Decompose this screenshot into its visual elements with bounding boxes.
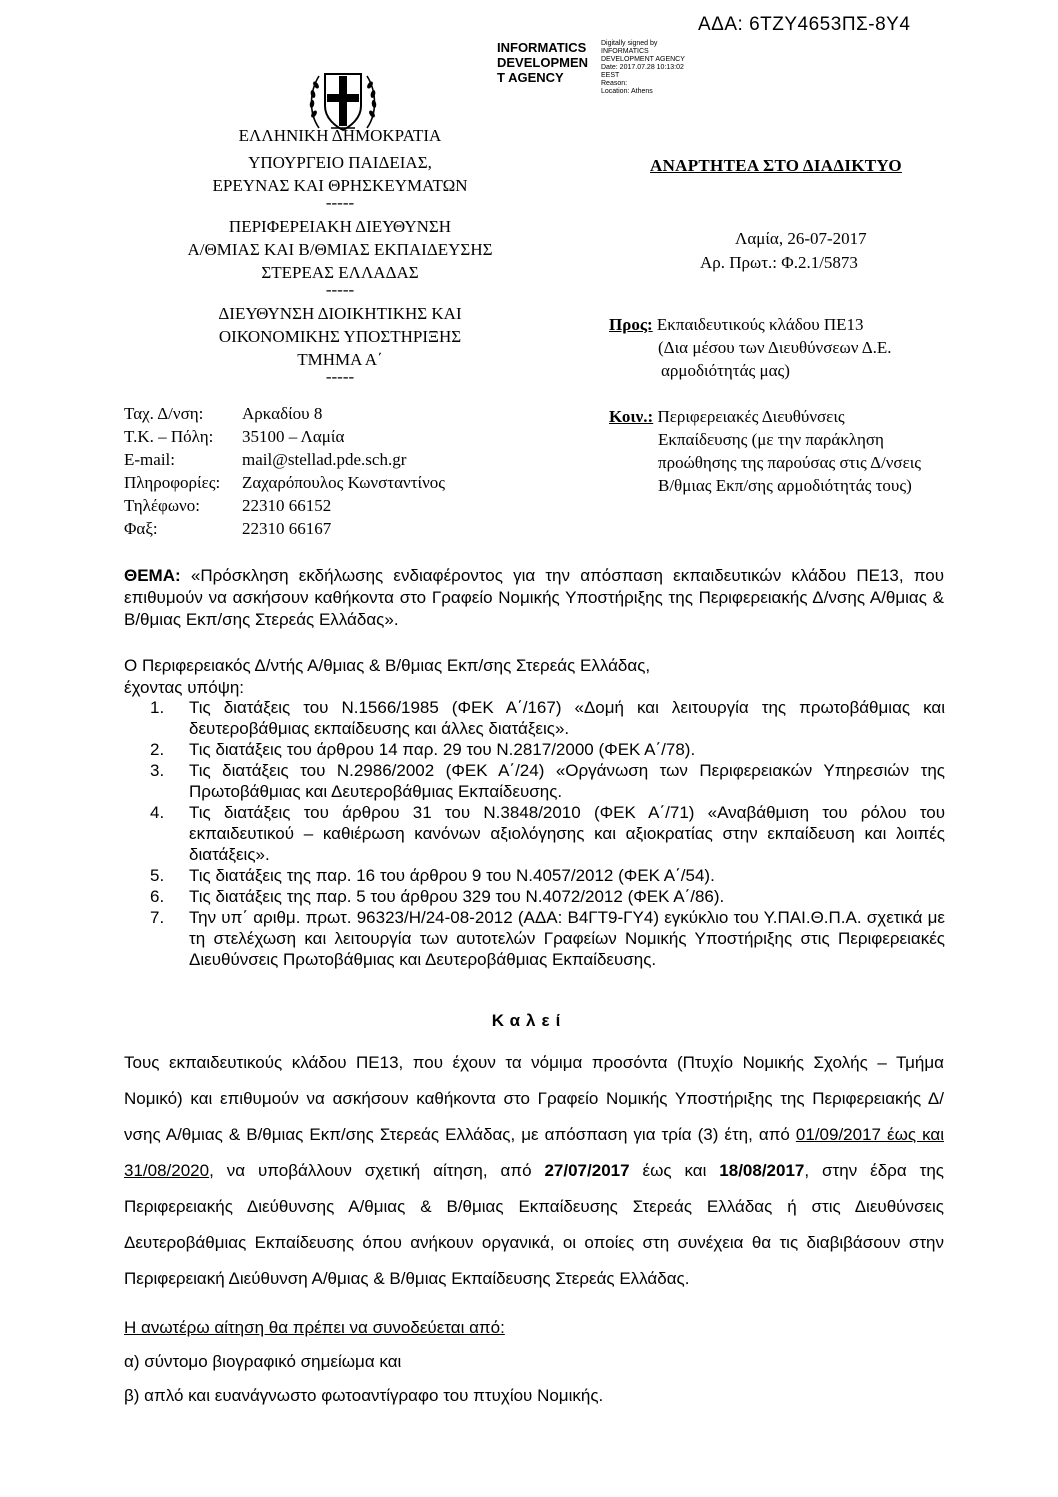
department-line: ΤΜΗΜΑ Α΄ <box>297 350 383 369</box>
region-line: ΠΕΡΙΦΕΡΕΙΑΚΗ ΔΙΕΥΘΥΝΣΗ <box>228 217 452 236</box>
list-text: Τις διατάξεις της παρ. 5 του άρθρου 329 του Ν.4072/2012 (ΦΕΚ Α΄/86). <box>189 887 725 906</box>
intro-line: έχοντας υπόψη: <box>124 678 244 697</box>
body-text: Τους εκπαιδευτικούς κλάδου ΠΕ13, που έχουν τα νόμιμα προσόντα (Πτυχίο Νομικής Σχολής – Τμήμα Νομικό) και επιθυμούν να ασκήσουν καθήκοντα στο Γραφείο Νομικής Υποστήριξης της Περιφερειακής Δ/νσης Α/θμιας & Β/θμιας Εκπ/σης Στερεάς Ελλάδας, με απόσπαση για τρία (3) έτη, από <box>124 1053 944 1144</box>
cc-line: προώθησης της παρούσας στις Δ/νσεις <box>658 453 922 472</box>
contact-label: Ταχ. Δ/νση: <box>124 404 204 423</box>
contact-label: E-mail: <box>124 450 175 469</box>
to-line: αρμοδιότητάς μας) <box>661 361 790 380</box>
list-number: 5. <box>150 866 165 885</box>
contact-table <box>124 402 445 540</box>
contact-row <box>124 425 445 448</box>
list-number: 2. <box>150 740 165 759</box>
signature-org <box>497 40 588 85</box>
body-paragraph <box>124 1045 944 1297</box>
signature-org-line: DEVELOPMEN <box>497 55 589 70</box>
intro <box>124 655 944 699</box>
signature-org-line: INFORMATICS <box>497 40 587 55</box>
list-item <box>150 760 945 802</box>
kalei-heading: Καλεί <box>491 1011 567 1030</box>
ada-code: ΑΔΑ: 6ΤΖΥ4653ΠΣ-8Υ4 <box>698 14 911 35</box>
list-number: 6. <box>150 887 165 906</box>
contact-row <box>124 517 445 540</box>
republic-name: ΕΛΛΗΝΙΚΗ ΔΗΜΟΚΡΑΤΙΑ <box>238 126 442 145</box>
signature-details <box>601 40 685 96</box>
contact-value: 22310 66167 <box>242 519 332 538</box>
to-line: (Δια μέσου των Διευθύνσεων Δ.Ε. <box>658 338 892 357</box>
intro-line: Ο Περιφερειακός Δ/ντής Α/θμιας & Β/θμιας Εκπ/σης Στερεάς Ελλάδας, <box>124 656 651 675</box>
subject-label: ΘΕΜΑ: <box>124 566 181 585</box>
cc-line: Εκπαίδευσης (με την παράκληση <box>658 430 884 449</box>
list-number: 3. <box>150 761 165 780</box>
protocol-number: Αρ. Πρωτ.: Φ.2.1/5873 <box>700 253 858 272</box>
cc-line: Περιφερειακές Διευθύνσεις <box>657 407 845 426</box>
list-item <box>150 865 945 886</box>
contact-value: Ζαχαρόπουλος Κωνσταντίνος <box>242 473 446 492</box>
requirements-heading: Η ανωτέρω αίτηση θα πρέπει να συνοδεύεται από: <box>124 1318 505 1337</box>
contact-label: Πληροφορίες: <box>124 473 221 492</box>
date-to: 18/08/2017 <box>719 1161 805 1180</box>
requirement-item: β) απλό και ευανάγνωστο φωτοαντίγραφο του πτυχίου Νομικής. <box>124 1386 604 1405</box>
recipients-block <box>609 313 892 382</box>
department-line: ΔΙΕΥΘΥΝΣΗ ΔΙΟΙΚΗΤΙΚΗΣ ΚΑΙ <box>218 304 462 323</box>
contact-label: Τηλέφωνο: <box>124 496 200 515</box>
separator: ----- <box>325 193 355 212</box>
contact-value: 22310 66152 <box>242 496 332 515</box>
list-item <box>150 697 945 739</box>
contact-row <box>124 448 445 471</box>
list-text: Τις διατάξεις του άρθρου 31 του Ν.3848/2010 (ΦΕΚ Α΄/71) «Αναβάθμιση του ρόλου του εκπαιδευτικού – καθιέρωση κανόνων αξιολόγησης και αξιοκρατίας στην εκπαίδευση και λοιπές διατάξεις». <box>189 803 945 864</box>
list-text: Τις διατάξεις του Ν.1566/1985 (ΦΕΚ Α΄/167) «Δομή και λειτουργία της πρωτοβάθμιας και δευτεροβάθμιας εκπαίδευσης και άλλες διατάξεις». <box>189 698 945 738</box>
signature-detail-line: EEST <box>601 72 620 79</box>
contact-row <box>124 471 445 494</box>
contact-value: 35100 – Λαμία <box>242 427 345 446</box>
list-text: Τις διατάξεις της παρ. 16 του άρθρου 9 του Ν.4057/2012 (ΦΕΚ Α΄/54). <box>189 866 715 885</box>
signature-detail-line: DEVELOPMENT AGENCY <box>601 56 685 63</box>
list-item <box>150 802 945 865</box>
issuer-header <box>150 124 530 386</box>
contact-row <box>124 494 445 517</box>
contact-row <box>124 402 445 425</box>
region-line: Α/ΘΜΙΑΣ ΚΑΙ Β/ΘΜΙΑΣ ΕΚΠΑΙΔΕΥΣΗΣ <box>187 240 493 259</box>
contact-label: Τ.Κ. – Πόλη: <box>124 427 214 446</box>
signature-detail-line: Reason: <box>601 80 628 87</box>
list-number: 1. <box>150 698 165 717</box>
list-number: 7. <box>150 908 165 927</box>
requirement-item: α) σύντομο βιογραφικό σημείωμα και <box>124 1352 402 1371</box>
signature-detail-line: Digitally signed by <box>601 40 658 47</box>
place-date: Λαμία, 26-07-2017 <box>735 229 867 248</box>
posting-notice: ΑΝΑΡΤΗΤΕΑ ΣΤΟ ΔΙΑΔΙΚΤΥΟ <box>650 156 902 175</box>
separator: ----- <box>325 280 355 299</box>
contact-value: mail@stellad.pde.sch.gr <box>242 450 407 469</box>
list-item <box>150 886 945 907</box>
list-text: Την υπ΄ αριθμ. πρωτ. 96323/Η/24-08-2012 (ΑΔΑ: Β4ΓΤ9-ΓΥ4) εγκύκλιο του Υ.ΠΑΙ.Θ.Π.Α. σχετικά με τη στελέχωση και λειτουργία των αυτοτελών Γραφείων Νομικής Υποστήριξης στις Περιφερειακές Διευθύνσεις Πρωτοβάθμιας και Δευτεροβάθμιας Εκπαίδευσης. <box>189 908 945 969</box>
date-from: 27/07/2017 <box>544 1161 630 1180</box>
signature-org-line: T AGENCY <box>497 70 564 85</box>
signature-detail-line: INFORMATICS <box>601 48 649 55</box>
contact-label: Φαξ: <box>124 519 158 538</box>
separator: ----- <box>325 367 355 386</box>
ministry-line: ΕΡΕΥΝΑΣ ΚΑΙ ΘΡΗΣΚΕΥΜΑΤΩΝ <box>212 176 468 195</box>
place-date-block <box>700 227 867 275</box>
region-line: ΣΤΕΡΕΑΣ ΕΛΛΑΔΑΣ <box>261 263 419 282</box>
list-text: Τις διατάξεις του Ν.2986/2002 (ΦΕΚ Α΄/24) «Οργάνωση των Περιφερειακών Υπηρεσιών της Πρωτοβάθμιας και Δευτεροβάθμιας Εκπαίδευσης. <box>189 761 945 801</box>
body-text: , να υποβάλλουν σχετική αίτηση, από <box>209 1161 545 1180</box>
cc-block <box>609 405 921 497</box>
list-item <box>150 907 945 970</box>
ministry-line: ΥΠΟΥΡΓΕΙΟ ΠΑΙΔΕΙΑΣ, <box>248 153 432 172</box>
signature-detail-line: Location: Athens <box>601 88 653 95</box>
subject <box>124 565 944 631</box>
list-item <box>150 739 945 760</box>
list-number: 4. <box>150 803 165 822</box>
cc-line: Β/θμιας Εκπ/σης αρμοδιότητάς τους) <box>658 476 912 495</box>
subject-text: «Πρόσκληση εκδήλωσης ενδιαφέροντος για την απόσπαση εκπαιδευτικών κλάδου ΠΕ13, που επιθυμούν να ασκήσουν καθήκοντα στο Γραφείο Νομικής Υποστήριξης της Περιφερειακής Δ/νσης Α/θμιας & Β/θμιας Εκπ/σης Στερεάς Ελλάδας». <box>124 566 944 629</box>
contact-value: Αρκαδίου 8 <box>242 404 323 423</box>
body-text: έως και <box>629 1161 720 1180</box>
department-line: ΟΙΚΟΝΟΜΙΚΗΣ ΥΠΟΣΤΗΡΙΞΗΣ <box>218 327 462 346</box>
to-label: Προς: <box>609 315 653 334</box>
to-line: Εκπαιδευτικούς κλάδου ΠΕ13 <box>656 315 864 334</box>
list-text: Τις διατάξεις του άρθρου 14 παρ. 29 του Ν.2817/2000 (ΦΕΚ Α΄/78). <box>189 740 696 759</box>
cc-label: Κοιν.: <box>609 407 654 426</box>
body-text: , στην έδρα της Περιφερειακής Διεύθυνσης Α/θμιας & Β/θμιας Εκπαίδευσης Στερεάς Ελλάδας ή στις Διευθύνσεις Δευτεροβάθμιας Εκπαίδευσης όπου ανήκουν οργανικά, οι οποίες στη συνέχεια θα τις διαβιβάσουν στην Περιφερειακή Διεύθυνση Α/θμιας & Β/θμιας Εκπαίδευσης Στερεάς Ελλάδας. <box>124 1161 944 1288</box>
signature-detail-line: Date: 2017.07.28 10:13:02 <box>601 64 684 71</box>
considerations-list <box>150 697 945 970</box>
secondment-period: 01/09/2017 έως και 31/08/2020 <box>124 1125 944 1180</box>
